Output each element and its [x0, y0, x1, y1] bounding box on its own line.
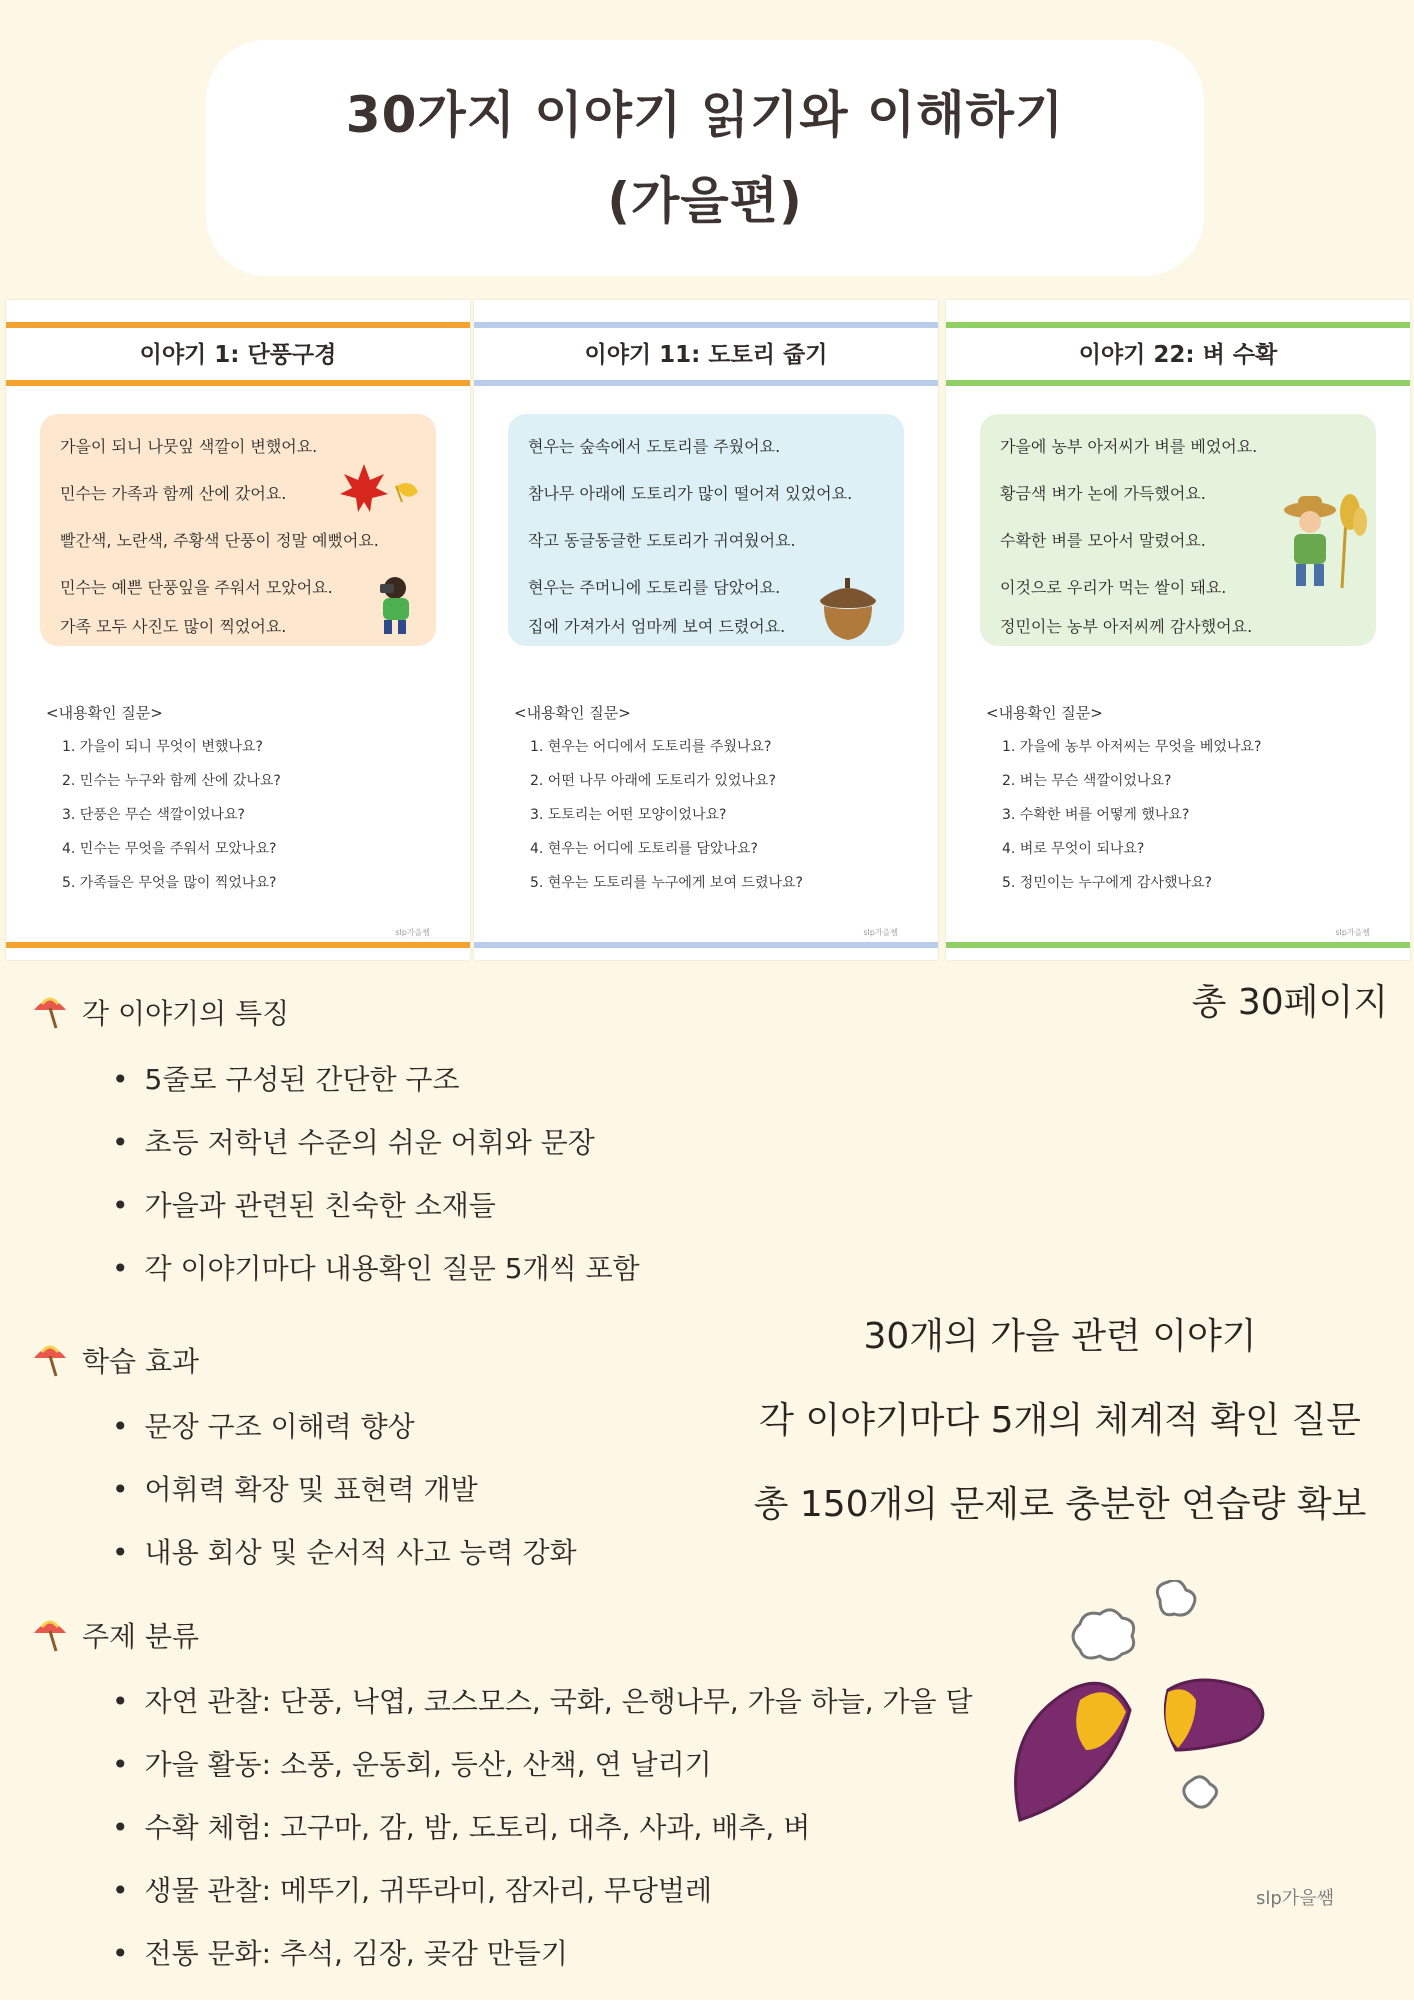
bullet-item: • 전통 문화: 추석, 김장, 곶감 만들기: [112, 1932, 568, 1972]
bullet-item: • 어휘력 확장 및 표현력 개발: [112, 1468, 478, 1508]
accent-bar: [474, 380, 938, 386]
story-box: [508, 414, 904, 646]
bullet-item: • 수확 체험: 고구마, 감, 밤, 도토리, 대추, 사과, 배추, 벼: [112, 1806, 810, 1846]
photographer-icon: [370, 574, 420, 638]
total-pages-label: 총 30페이지: [1191, 982, 1388, 1023]
title-card: [206, 40, 1204, 276]
question-item: 4. 현우는 어디에 도토리를 담았나요?: [530, 841, 758, 857]
question-item: 1. 가을이 되니 무엇이 변했나요?: [62, 739, 263, 755]
story-line: 빨간색, 노란색, 주황색 단풍이 정말 예뻤어요.: [60, 531, 379, 550]
story-line: 수확한 벼를 모아서 말렸어요.: [1000, 531, 1206, 550]
story-title: 이야기 1: 단풍구경: [139, 342, 337, 368]
highlight-line: 각 이야기마다 5개의 체계적 확인 질문: [759, 1400, 1361, 1441]
story-line: 작고 동글동글한 도토리가 귀여웠어요.: [528, 531, 796, 550]
question-item: 4. 벼로 무엇이 되나요?: [1002, 841, 1145, 857]
page-title-line-2: (가을편): [607, 172, 803, 230]
umbrella-icon: [30, 1340, 70, 1380]
section-heading-effects: [30, 1340, 199, 1380]
accent-bar-top: [6, 322, 470, 328]
page-watermark: slp가을쌤: [1335, 928, 1370, 937]
question-header: <내용확인 질문>: [46, 704, 163, 722]
umbrella-icon: [30, 1615, 70, 1655]
page-title-line-1: 30가지 이야기 읽기와 이해하기: [345, 86, 1065, 144]
section-heading-label: 각 이야기의 특징: [82, 997, 290, 1030]
question-item: 2. 어떤 나무 아래에 도토리가 있었나요?: [530, 773, 776, 789]
story-box: [980, 414, 1376, 646]
story-line: 집에 가져가서 엄마께 보여 드렸어요.: [528, 617, 786, 636]
question-header: <내용확인 질문>: [986, 704, 1103, 722]
maple-leaf-icon: [340, 460, 420, 520]
question-item: 2. 민수는 누구와 함께 산에 갔나요?: [62, 773, 281, 789]
page-watermark: slp가을쌤: [395, 928, 430, 937]
bullet-item: • 문장 구조 이해력 향상: [112, 1405, 415, 1445]
accent-bar-bottom: [946, 942, 1410, 948]
section-heading-topics: [30, 1615, 199, 1655]
question-item: 4. 민수는 무엇을 주워서 모았나요?: [62, 841, 277, 857]
bullet-item: • 자연 관찰: 단풍, 낙엽, 코스모스, 국화, 은행나무, 가을 하늘, 가을 달: [112, 1680, 973, 1720]
question-header: <내용확인 질문>: [514, 704, 631, 722]
accent-bar-top: [946, 322, 1410, 328]
story-box: [40, 414, 436, 646]
story-line: 황금색 벼가 논에 가득했어요.: [1000, 484, 1206, 503]
bullet-item: • 초등 저학년 수준의 쉬운 어휘와 문장: [112, 1121, 595, 1161]
umbrella-icon: [30, 992, 70, 1032]
highlight-line: 30개의 가을 관련 이야기: [863, 1316, 1257, 1357]
preview-page-story-1: [6, 300, 470, 960]
farmer-icon: [1270, 488, 1370, 598]
story-line: 가족 모두 사진도 많이 찍었어요.: [60, 617, 287, 636]
story-title: 이야기 11: 도토리 줍기: [584, 342, 828, 368]
accent-bar-bottom: [474, 942, 938, 948]
story-line: 가을이 되니 나뭇잎 색깔이 변했어요.: [60, 437, 318, 456]
accent-bar-top: [474, 322, 938, 328]
accent-bar: [946, 380, 1410, 386]
story-line: 이것으로 우리가 먹는 쌀이 돼요.: [1000, 578, 1227, 597]
story-line: 정민이는 농부 아저씨께 감사했어요.: [1000, 617, 1253, 636]
acorn-icon: [814, 570, 882, 642]
question-item: 5. 가족들은 무엇을 많이 찍었나요?: [62, 875, 277, 891]
bullet-item: • 내용 회상 및 순서적 사고 능력 강화: [112, 1531, 577, 1571]
story-line: 현우는 숲속에서 도토리를 주웠어요.: [528, 437, 781, 456]
story-line: 민수는 예쁜 단풍잎을 주워서 모았어요.: [60, 578, 333, 597]
question-item: 2. 벼는 무슨 색깔이었나요?: [1002, 773, 1172, 789]
author-signature: slp가을쌤: [1256, 1888, 1334, 1909]
bullet-item: • 가을과 관련된 친숙한 소재들: [112, 1184, 496, 1224]
story-title: 이야기 22: 벼 수확: [1078, 342, 1278, 368]
question-item: 3. 도토리는 어떤 모양이었나요?: [530, 807, 727, 823]
question-item: 3. 수확한 벼를 어떻게 했나요?: [1002, 807, 1190, 823]
preview-page-story-11: [474, 300, 938, 960]
preview-page-story-22: [946, 300, 1410, 960]
story-line: 참나무 아래에 도토리가 많이 떨어져 있었어요.: [528, 484, 853, 503]
bullet-item: • 5줄로 구성된 간단한 구조: [112, 1058, 460, 1098]
question-item: 5. 정민이는 누구에게 감사했나요?: [1002, 875, 1212, 891]
question-item: 5. 현우는 도토리를 누구에게 보여 드렸나요?: [530, 875, 803, 891]
section-heading-label: 학습 효과: [82, 1345, 200, 1378]
section-heading-label: 주제 분류: [82, 1620, 200, 1653]
story-line: 민수는 가족과 함께 산에 갔어요.: [60, 484, 287, 503]
sweet-potato-icon: [1000, 1580, 1290, 1840]
question-item: 1. 현우는 어디에서 도토리를 주웠나요?: [530, 739, 772, 755]
accent-bar: [6, 380, 470, 386]
story-line: 현우는 주머니에 도토리를 담았어요.: [528, 578, 781, 597]
accent-bar-bottom: [6, 942, 470, 948]
section-heading-features: [30, 992, 289, 1032]
bullet-item: • 생물 관찰: 메뚜기, 귀뚜라미, 잠자리, 무당벌레: [112, 1869, 712, 1909]
question-item: 3. 단풍은 무슨 색깔이었나요?: [62, 807, 245, 823]
story-line: 가을에 농부 아저씨가 벼를 베었어요.: [1000, 437, 1258, 456]
page-watermark: slp가을쌤: [863, 928, 898, 937]
bullet-item: • 각 이야기마다 내용확인 질문 5개씩 포함: [112, 1247, 640, 1287]
highlight-line: 총 150개의 문제로 충분한 연습량 확보: [753, 1484, 1367, 1525]
question-item: 1. 가을에 농부 아저씨는 무엇을 베었나요?: [1002, 739, 1262, 755]
bullet-item: • 가을 활동: 소풍, 운동회, 등산, 산책, 연 날리기: [112, 1743, 712, 1783]
